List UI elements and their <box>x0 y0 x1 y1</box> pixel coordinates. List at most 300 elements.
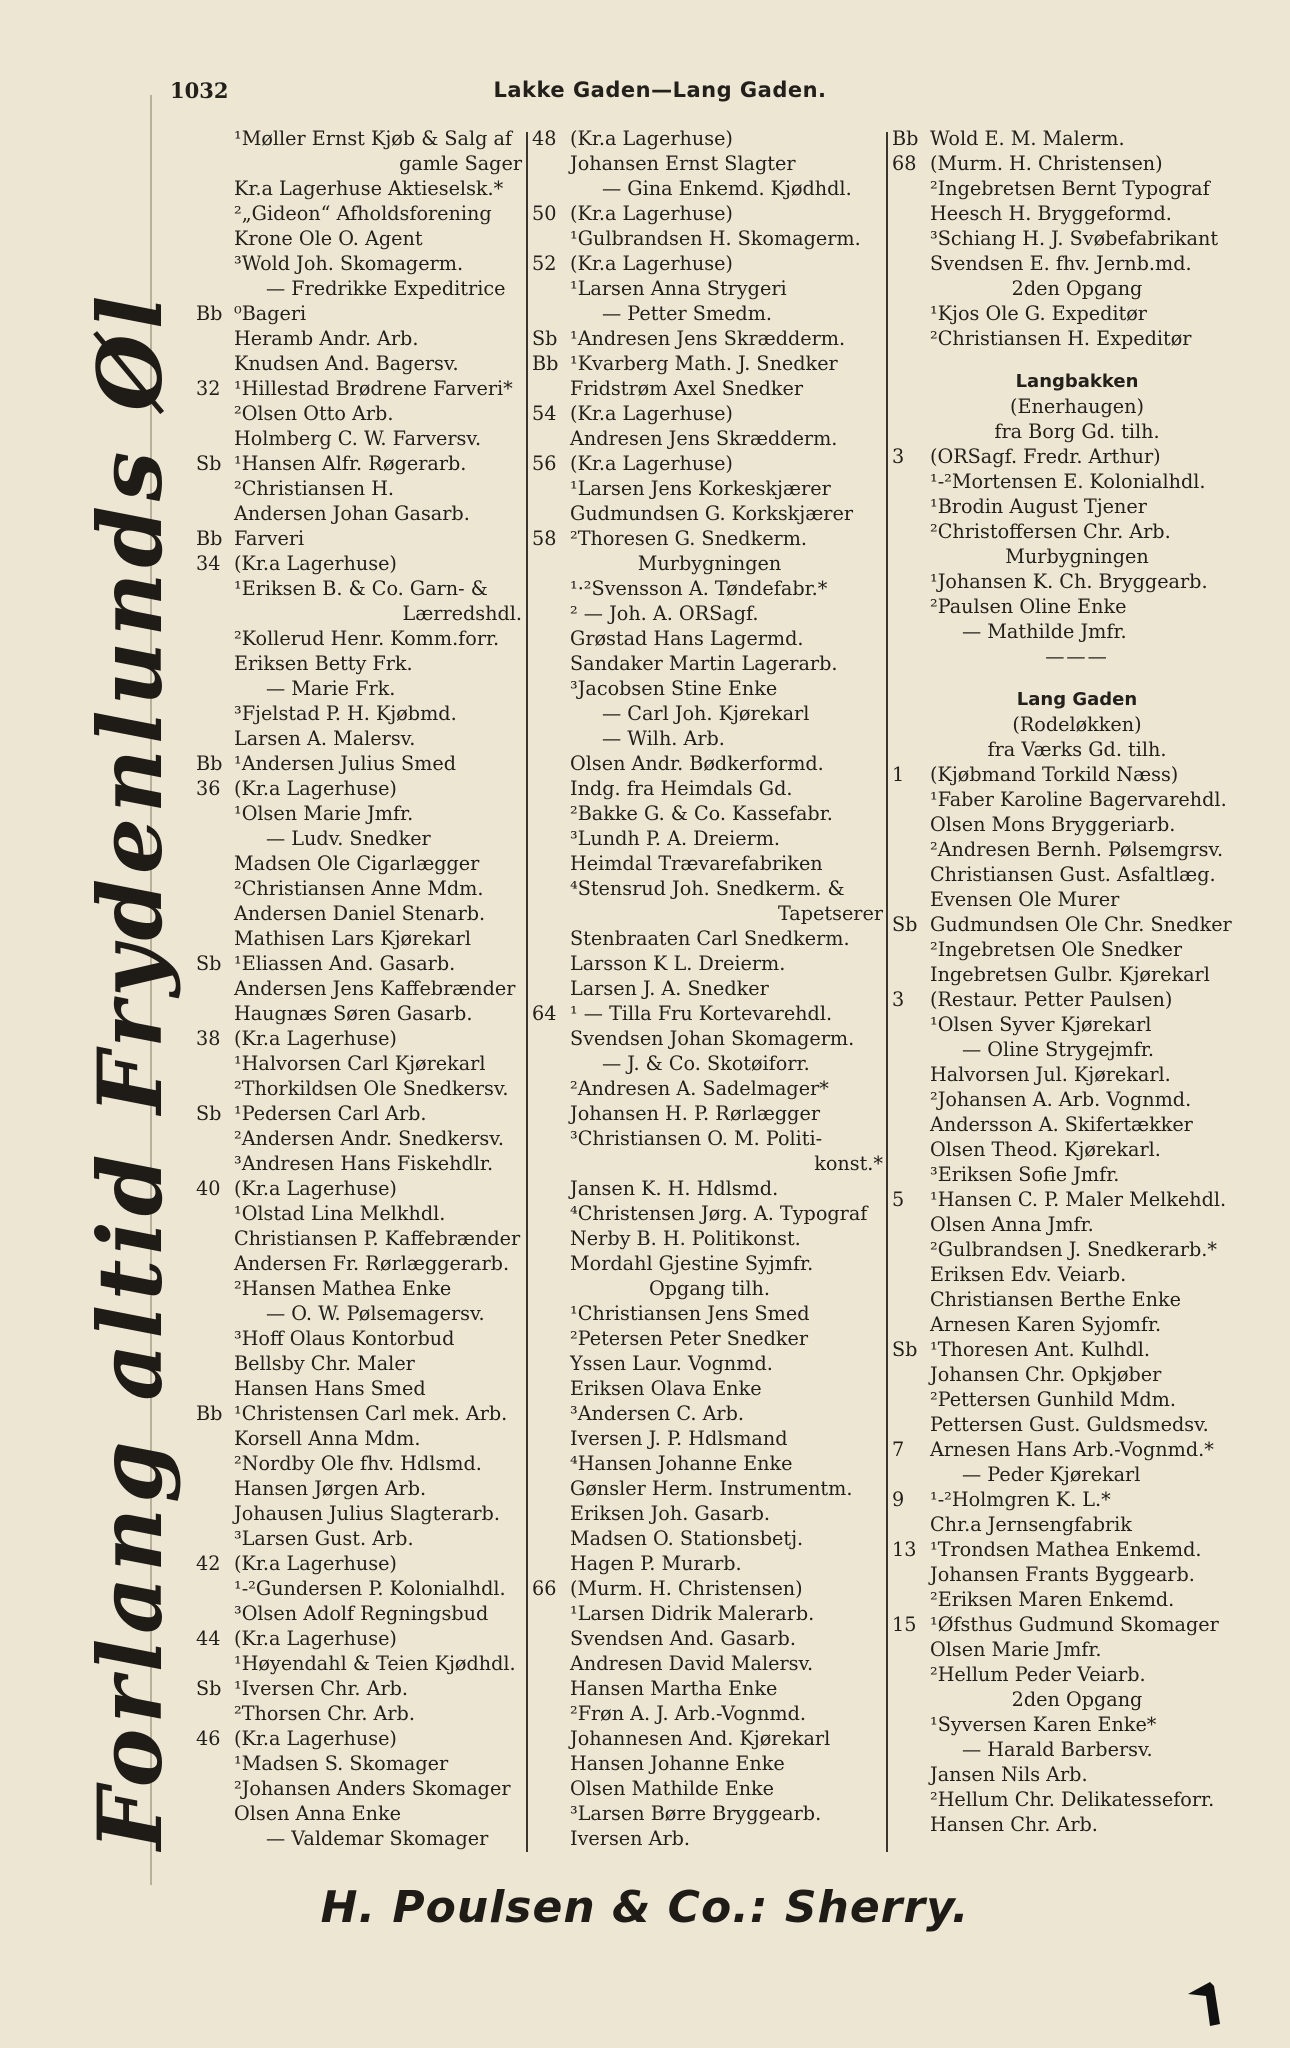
directory-entry <box>892 1712 1262 1737</box>
ink-mark-icon <box>1180 1972 1240 2032</box>
directory-entry <box>196 601 526 626</box>
entry-text: (ORSagf. Fredr. Arthur) <box>930 445 1161 468</box>
directory-entry <box>892 1787 1262 1812</box>
entry-text: Korsell Anna Mdm. <box>234 1427 421 1450</box>
directory-entry <box>196 201 526 226</box>
directory-entry <box>196 1326 526 1351</box>
directory-entry <box>892 226 1262 251</box>
entry-text: ¹Brodin August Tjener <box>930 495 1147 518</box>
entry-text: Gønsler Herm. Instrumentm. <box>570 1477 853 1500</box>
entry-text: Madsen Ole Cigarlægger <box>234 852 480 875</box>
entry-text: — Valdemar Skomager <box>266 1827 489 1850</box>
entry-text: ²Thoresen G. Snedkerm. <box>570 527 808 550</box>
entry-prefix: 32 <box>196 377 221 400</box>
entry-text: ¹Syversen Karen Enke* <box>930 1713 1157 1736</box>
column-1 <box>196 126 526 1851</box>
bottom-advertisement: H. Poulsen & Co.: Sherry. <box>320 1882 970 1933</box>
directory-entry <box>196 1501 526 1526</box>
entry-text: Jansen Nils Arb. <box>930 1763 1088 1786</box>
entry-prefix: 1 <box>892 763 905 786</box>
entry-text: ¹-²Gundersen P. Kolonialhdl. <box>234 1577 506 1600</box>
directory-entry <box>532 1051 887 1076</box>
directory-entry <box>892 1487 1262 1512</box>
entry-prefix: 3 <box>892 445 905 468</box>
directory-entry <box>196 1226 526 1251</box>
directory-entry <box>196 1551 526 1576</box>
entry-text: Lærredshdl. <box>402 602 522 625</box>
directory-entry <box>196 151 526 176</box>
entry-text: Hansen Jørgen Arb. <box>234 1477 427 1500</box>
directory-entry <box>196 1076 526 1101</box>
directory-entry <box>892 444 1262 469</box>
directory-entry <box>196 1276 526 1301</box>
entry-text: ²Paulsen Oline Enke <box>930 595 1127 618</box>
directory-entry <box>532 1701 887 1726</box>
directory-entry <box>196 1726 526 1751</box>
entry-text: Olsen Anna Enke <box>234 1802 401 1825</box>
directory-entry <box>196 1051 526 1076</box>
entry-text: Eriksen Joh. Gasarb. <box>570 1502 771 1525</box>
directory-entry <box>196 276 526 301</box>
entry-text: — Petter Smedm. <box>602 302 773 325</box>
entry-text: Olsen Andr. Bødkerformd. <box>570 752 824 775</box>
directory-entry <box>196 1426 526 1451</box>
entry-text: 2den Opgang <box>1011 277 1143 300</box>
entry-text: ²Christiansen H. Expeditør <box>930 327 1192 350</box>
entry-text: ²„Gideon“ Afholdsforening <box>234 202 492 225</box>
directory-entry <box>532 1601 887 1626</box>
directory-entry <box>196 1676 526 1701</box>
entry-text: Nerby B. H. Politikonst. <box>570 1227 801 1250</box>
directory-entry <box>196 1576 526 1601</box>
entry-text: Opgang tilh. <box>649 1277 770 1300</box>
directory-entry <box>532 176 887 201</box>
directory-entry <box>532 626 887 651</box>
directory-entry <box>892 1062 1262 1087</box>
entry-text: ¹Johansen K. Ch. Bryggearb. <box>930 570 1208 593</box>
directory-entry <box>892 862 1262 887</box>
entry-text: Johansen Chr. Opkjøber <box>930 1363 1162 1386</box>
directory-entry <box>892 151 1262 176</box>
entry-prefix: Sb <box>532 327 558 350</box>
entry-text: Larsen A. Malersv. <box>234 727 416 750</box>
directory-entry <box>532 451 887 476</box>
entry-prefix: 38 <box>196 1027 221 1050</box>
entry-text: ¹Thoresen Ant. Kulhdl. <box>930 1338 1150 1361</box>
entry-text: Arnesen Karen Syjomfr. <box>930 1313 1162 1336</box>
entry-text: Johansen Frants Byggearb. <box>930 1563 1195 1586</box>
directory-entry <box>892 419 1262 444</box>
entry-text: ¹Øfsthus Gudmund Skomager <box>930 1613 1219 1636</box>
directory-entry <box>892 1737 1262 1762</box>
directory-entry <box>892 1662 1262 1687</box>
directory-entry <box>532 1326 887 1351</box>
entry-text: Lang Gaden <box>1016 689 1138 710</box>
entry-text: ¹ — Tilla Fru Kortevarehdl. <box>570 1002 833 1025</box>
directory-entry <box>892 1612 1262 1637</box>
entry-text: ²Petersen Peter Snedker <box>570 1327 809 1350</box>
entry-text: Christiansen P. Kaffebrænder <box>234 1227 521 1250</box>
entry-text: ——— <box>1045 645 1109 668</box>
column-3 <box>892 126 1262 1837</box>
directory-entry <box>532 1276 887 1301</box>
directory-entry <box>532 1401 887 1426</box>
entry-text: ¹-²Holmgren K. L.* <box>930 1488 1111 1511</box>
directory-entry <box>196 1126 526 1151</box>
entry-text: — J. & Co. Skotøiforr. <box>602 1052 810 1075</box>
directory-entry <box>196 1026 526 1051</box>
directory-entry <box>196 951 526 976</box>
directory-entry <box>196 551 526 576</box>
entry-prefix: 9 <box>892 1488 905 1511</box>
entry-prefix: 15 <box>892 1613 917 1636</box>
directory-entry <box>196 426 526 451</box>
directory-entry <box>892 1387 1262 1412</box>
directory-entry <box>892 126 1262 151</box>
entry-text: ¹Kvarberg Math. J. Snedker <box>570 352 838 375</box>
entry-text: — Oline Strygejmfr. <box>962 1038 1155 1061</box>
entry-text: ²Christoffersen Chr. Arb. <box>930 520 1171 543</box>
directory-entry <box>532 926 887 951</box>
entry-text: Grøstad Hans Lagermd. <box>570 627 804 650</box>
directory-entry <box>892 762 1262 787</box>
entry-text: ²Bakke G. & Co. Kassefabr. <box>570 802 833 825</box>
entry-text: fra Værks Gd. tilh. <box>987 738 1167 761</box>
directory-entry <box>196 826 526 851</box>
directory-entry <box>892 1162 1262 1187</box>
entry-prefix: 42 <box>196 1552 221 1575</box>
directory-entry <box>532 276 887 301</box>
directory-entry <box>892 519 1262 544</box>
entry-prefix: Bb <box>532 352 559 375</box>
directory-entry <box>196 176 526 201</box>
directory-entry <box>892 1112 1262 1137</box>
entry-text: Johannesen And. Kjørekarl <box>570 1727 831 1750</box>
directory-entry <box>196 301 526 326</box>
directory-entry <box>196 1001 526 1026</box>
entry-text: Heramb Andr. Arb. <box>234 327 419 350</box>
directory-entry <box>892 1537 1262 1562</box>
entry-text: ³Wold Joh. Skomagerm. <box>234 252 464 275</box>
directory-entry <box>532 151 887 176</box>
directory-entry <box>196 676 526 701</box>
directory-entry <box>892 644 1262 669</box>
directory-entry <box>532 1001 887 1026</box>
directory-entry <box>892 276 1262 301</box>
directory-entry <box>892 1812 1262 1837</box>
entry-text: ³Andresen Hans Fiskehdlr. <box>234 1152 494 1175</box>
entry-text: Murbygningen <box>1005 545 1149 568</box>
directory-entry <box>532 851 887 876</box>
entry-text: ²Johansen Anders Skomager <box>234 1777 511 1800</box>
entry-prefix: 13 <box>892 1538 917 1561</box>
directory-entry <box>532 476 887 501</box>
entry-text: Wold E. M. Malerm. <box>930 127 1125 150</box>
directory-entry <box>532 1526 887 1551</box>
directory-entry <box>196 1626 526 1651</box>
entry-text: ¹Olstad Lina Melkhdl. <box>234 1202 446 1225</box>
entry-text: ²Hansen Mathea Enke <box>234 1277 452 1300</box>
entry-text: Pettersen Gust. Guldsmedsv. <box>930 1413 1209 1436</box>
entry-prefix: 3 <box>892 988 905 1011</box>
directory-entry <box>532 1301 887 1326</box>
entry-text: ³Schiang H. J. Svøbefabrikant <box>930 227 1219 250</box>
entry-text: ¹Pedersen Carl Arb. <box>234 1102 427 1125</box>
entry-text: ¹Halvorsen Carl Kjørekarl <box>234 1052 486 1075</box>
entry-text: Svendsen E. fhv. Jernb.md. <box>930 252 1192 275</box>
directory-entry <box>532 1476 887 1501</box>
entry-text: ⁴Hansen Johanne Enke <box>570 1452 793 1475</box>
entry-text: ²Pettersen Gunhild Mdm. <box>930 1388 1176 1411</box>
entry-text: (Kr.a Lagerhuse) <box>234 1177 397 1200</box>
entry-text: ³Larsen Børre Bryggearb. <box>570 1802 822 1825</box>
directory-entry <box>196 1176 526 1201</box>
directory-entry <box>196 1601 526 1626</box>
directory-entry <box>532 1576 887 1601</box>
entry-text: ¹Olsen Marie Jmfr. <box>234 802 414 825</box>
directory-entry <box>892 937 1262 962</box>
entry-text: ¹Iversen Chr. Arb. <box>234 1677 409 1700</box>
directory-entry <box>532 601 887 626</box>
entry-prefix: Bb <box>196 527 223 550</box>
side-advertisement: Forlang altid Frydenlunds Øl <box>78 290 182 1850</box>
directory-entry <box>532 1801 887 1826</box>
directory-entry <box>196 1401 526 1426</box>
directory-entry <box>532 1026 887 1051</box>
entry-text: ¹Madsen S. Skomager <box>234 1752 449 1775</box>
directory-entry <box>532 251 887 276</box>
entry-text: ¹Christiansen Jens Smed <box>570 1302 810 1325</box>
entry-text: — Mathilde Jmfr. <box>962 620 1127 643</box>
directory-entry <box>196 1151 526 1176</box>
directory-entry <box>532 1426 887 1451</box>
directory-entry <box>196 926 526 951</box>
directory-entry <box>196 1776 526 1801</box>
entry-text: (Kr.a Lagerhuse) <box>570 402 733 425</box>
entry-text: Tapetserer <box>778 902 883 925</box>
directory-entry <box>532 226 887 251</box>
directory-entry <box>532 1626 887 1651</box>
entry-text: (Kr.a Lagerhuse) <box>234 1627 397 1650</box>
spacer <box>892 669 1262 687</box>
directory-entry <box>532 1151 887 1176</box>
directory-entry <box>532 1251 887 1276</box>
entry-text: ¹Andresen Jens Skrædderm. <box>570 327 846 350</box>
directory-entry <box>532 326 887 351</box>
entry-text: ¹Eliassen And. Gasarb. <box>234 952 456 975</box>
directory-entry <box>892 1337 1262 1362</box>
directory-entry <box>196 476 526 501</box>
entry-text: Yssen Laur. Vognmd. <box>570 1352 773 1375</box>
entry-text: Kr.a Lagerhuse Aktieselsk.* <box>234 177 504 200</box>
directory-entry <box>196 526 526 551</box>
directory-entry <box>532 1201 887 1226</box>
directory-entry <box>892 619 1262 644</box>
entry-text: — Wilh. Arb. <box>602 727 725 750</box>
entry-text: (Kr.a Lagerhuse) <box>234 1552 397 1575</box>
directory-entry <box>892 1437 1262 1462</box>
entry-text: Andersson A. Skifertækker <box>930 1113 1193 1136</box>
entry-text: Andersen Jens Kaffebrænder <box>234 977 516 1000</box>
running-title: Lakke Gaden—Lang Gaden. <box>493 78 827 102</box>
directory-entry <box>196 251 526 276</box>
entry-text: ³Eriksen Sofie Jmfr. <box>930 1163 1120 1186</box>
entry-text: Christiansen Gust. Asfaltlæg. <box>930 863 1216 886</box>
directory-entry <box>892 494 1262 519</box>
entry-text: ¹Møller Ernst Kjøb & Salg af <box>234 127 513 150</box>
entry-text: Evensen Ole Murer <box>930 888 1120 911</box>
entry-text: ³Olsen Adolf Regningsbud <box>234 1602 489 1625</box>
directory-entry <box>532 126 887 151</box>
directory-entry <box>892 1762 1262 1787</box>
entry-prefix: Bb <box>196 752 223 775</box>
directory-entry <box>532 1726 887 1751</box>
directory-entry <box>532 1451 887 1476</box>
directory-entry <box>196 1651 526 1676</box>
page-header <box>170 78 1150 112</box>
directory-entry <box>892 712 1262 737</box>
directory-entry <box>196 451 526 476</box>
entry-text: Stenbraaten Carl Snedkerm. <box>570 927 850 950</box>
entry-text: ⁰Bageri <box>234 302 307 325</box>
entry-text: ¹Eriksen B. & Co. Garn- & <box>234 577 488 600</box>
entry-text: — O. W. Pølsemagersv. <box>266 1302 485 1325</box>
entry-text: ²Eriksen Maren Enkemd. <box>930 1588 1175 1611</box>
directory-entry <box>892 1287 1262 1312</box>
entry-text: Svendsen And. Gasarb. <box>570 1627 796 1650</box>
entry-text: (Kr.a Lagerhuse) <box>234 1727 397 1750</box>
directory-entry <box>532 901 887 926</box>
entry-text: gamle Sager <box>399 152 522 175</box>
directory-entry <box>892 251 1262 276</box>
entry-text: ¹Høyendahl & Teien Kjødhdl. <box>234 1652 516 1675</box>
directory-entry <box>892 912 1262 937</box>
entry-text: (Kr.a Lagerhuse) <box>570 252 733 275</box>
entry-text: — Fredrikke Expeditrice <box>266 277 506 300</box>
entry-text: ²Hellum Chr. Delikatesseforr. <box>930 1788 1215 1811</box>
directory-entry <box>196 401 526 426</box>
entry-prefix: 7 <box>892 1438 905 1461</box>
directory-entry <box>196 326 526 351</box>
directory-entry <box>532 801 887 826</box>
entry-prefix: 52 <box>532 252 557 275</box>
entry-text: Heesch H. Bryggeformd. <box>930 202 1172 225</box>
entry-text: — Ludv. Snedker <box>266 827 431 850</box>
entry-prefix: Bb <box>196 1402 223 1425</box>
entry-prefix: 66 <box>532 1577 557 1600</box>
directory-entry <box>532 651 887 676</box>
entry-prefix: Sb <box>892 1338 918 1361</box>
directory-entry <box>532 401 887 426</box>
entry-prefix: 68 <box>892 152 917 175</box>
entry-text: ²Andresen A. Sadelmager* <box>570 1077 829 1100</box>
directory-entry <box>532 751 887 776</box>
entry-text: Chr.a Jernsengfabrik <box>930 1513 1132 1536</box>
entry-text: ¹-²Mortensen E. Kolonialhdl. <box>930 470 1206 493</box>
entry-text: fra Borg Gd. tilh. <box>994 420 1160 443</box>
directory-entry <box>196 976 526 1001</box>
directory-entry <box>196 1251 526 1276</box>
entry-text: Hansen Martha Enke <box>570 1677 778 1700</box>
directory-entry <box>196 126 526 151</box>
entry-text: Knudsen And. Bagersv. <box>234 352 459 375</box>
entry-text: Olsen Mons Bryggeriarb. <box>930 813 1176 836</box>
directory-entry <box>196 626 526 651</box>
directory-entry <box>892 1637 1262 1662</box>
entry-text: Olsen Mathilde Enke <box>570 1777 775 1800</box>
directory-entry <box>196 1701 526 1726</box>
entry-text: (Kr.a Lagerhuse) <box>234 552 397 575</box>
directory-entry <box>196 651 526 676</box>
directory-entry <box>196 351 526 376</box>
directory-entry <box>196 1451 526 1476</box>
entry-text: Ingebretsen Gulbr. Kjørekarl <box>930 963 1210 986</box>
entry-text: Madsen O. Stationsbetj. <box>570 1527 804 1550</box>
directory-entry <box>892 201 1262 226</box>
directory-entry <box>532 1751 887 1776</box>
entry-prefix: Bb <box>196 302 223 325</box>
directory-entry <box>196 226 526 251</box>
entry-text: ²Christiansen H. <box>234 477 395 500</box>
directory-entry <box>892 1037 1262 1062</box>
entry-text: Andersen Johan Gasarb. <box>234 502 470 525</box>
entry-text: (Kr.a Lagerhuse) <box>570 452 733 475</box>
entry-text: ¹Faber Karoline Bagervarehdl. <box>930 788 1227 811</box>
entry-text: — Harald Barbersv. <box>962 1738 1153 1761</box>
entry-text: (Murm. H. Christensen) <box>930 152 1163 175</box>
directory-entry <box>892 987 1262 1012</box>
entry-text: Olsen Theod. Kjørekarl. <box>930 1138 1161 1161</box>
directory-entry <box>532 1501 887 1526</box>
entry-text: ²Hellum Peder Veiarb. <box>930 1663 1146 1686</box>
entry-prefix: 40 <box>196 1177 221 1200</box>
entry-text: ¹Christensen Carl mek. Arb. <box>234 1402 508 1425</box>
directory-entry <box>532 676 887 701</box>
directory-entry <box>532 1676 887 1701</box>
entry-text: Murbygningen <box>637 552 782 575</box>
entry-text: Mordahl Gjestine Syjmfr. <box>570 1252 814 1275</box>
directory-entry <box>892 737 1262 762</box>
entry-text: Langbakken <box>1015 371 1139 392</box>
entry-text: Hansen Johanne Enke <box>570 1752 785 1775</box>
entry-text: (Murm. H. Christensen) <box>570 1577 803 1600</box>
entry-text: ¹·²Svensson A. Tøndefabr.* <box>570 577 828 600</box>
entry-text: ³Andersen C. Arb. <box>570 1402 744 1425</box>
entry-text: ³Christiansen O. M. Politi- <box>570 1127 823 1150</box>
entry-prefix: 36 <box>196 777 221 800</box>
entry-text: Olsen Marie Jmfr. <box>930 1638 1102 1661</box>
entry-text: ¹Larsen Didrik Malerarb. <box>570 1602 815 1625</box>
directory-entry <box>196 801 526 826</box>
directory-entry <box>532 701 887 726</box>
entry-text: ²Frøn A. J. Arb.-Vognmd. <box>570 1702 806 1725</box>
directory-entry <box>196 701 526 726</box>
entry-prefix: 48 <box>532 127 557 150</box>
entry-text: Andersen Daniel Stenarb. <box>234 902 486 925</box>
entry-prefix: 54 <box>532 402 557 425</box>
directory-entry <box>892 569 1262 594</box>
directory-entry <box>892 1362 1262 1387</box>
entry-text: ¹Gulbrandsen H. Skomagerm. <box>570 227 861 250</box>
entry-text: ²Olsen Otto Arb. <box>234 402 394 425</box>
directory-entry <box>892 1312 1262 1337</box>
entry-text: — Carl Joh. Kjørekarl <box>602 702 810 725</box>
entry-prefix: 56 <box>532 452 557 475</box>
directory-entry <box>892 812 1262 837</box>
directory-entry <box>892 1262 1262 1287</box>
directory-entry <box>532 876 887 901</box>
entry-text: ¹Hansen C. P. Maler Melkehdl. <box>930 1188 1227 1211</box>
